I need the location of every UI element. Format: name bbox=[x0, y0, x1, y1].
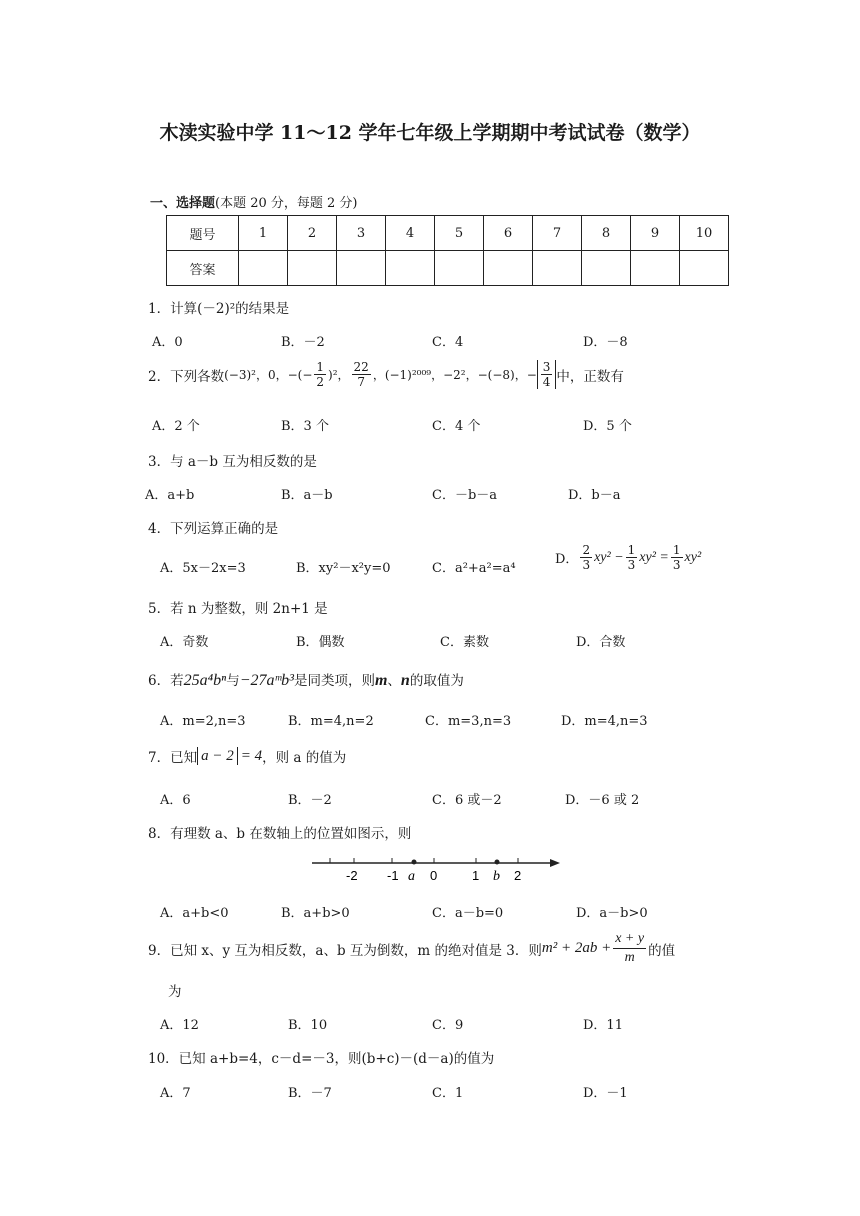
section-heading-note: (本题 20 分，每题 2 分) bbox=[215, 196, 358, 211]
table-cell-number: 7 bbox=[533, 216, 582, 251]
answer-cell[interactable] bbox=[288, 251, 337, 286]
q4-option-c: C．a²+a²=a⁴ bbox=[432, 561, 516, 576]
q6-sep: 、 bbox=[387, 673, 401, 689]
q10-option-a: A．7 bbox=[160, 1086, 191, 1101]
q9-suffix: 的值 bbox=[648, 942, 676, 959]
answer-cell[interactable] bbox=[435, 251, 484, 286]
q2-expr-2: )²， bbox=[328, 368, 350, 382]
question-10: 10．已知 a+b=4，c－d=－3，则(b+c)－(d－a)的值为 bbox=[148, 1051, 495, 1067]
q5-option-a: A．奇数 bbox=[160, 635, 209, 650]
q9-option-c: C．9 bbox=[432, 1018, 464, 1033]
answer-table-row-answers bbox=[167, 251, 729, 286]
q4-option-b: B．xy²－x²y=0 bbox=[296, 561, 391, 576]
q2-fraction-2-num: 22 bbox=[353, 360, 369, 374]
q6-var-n: n bbox=[400, 672, 410, 689]
q10-option-c: C．1 bbox=[432, 1086, 464, 1101]
q5-option-c: C．素数 bbox=[440, 635, 489, 650]
q2-fraction-2 bbox=[352, 360, 371, 389]
question-1: 1．计算(－2)²的结果是 bbox=[148, 301, 290, 317]
q6-monomial-2: −27aᵐb³ bbox=[239, 672, 294, 689]
q2-option-a: A．2 个 bbox=[152, 419, 200, 434]
q5-option-b: B．偶数 bbox=[296, 635, 345, 650]
q7-option-c: C．6 或－2 bbox=[432, 793, 502, 808]
answer-cell[interactable] bbox=[582, 251, 631, 286]
q2-fraction-1-den: 2 bbox=[316, 375, 325, 389]
q2-fraction-1 bbox=[314, 360, 326, 389]
q2-option-d: D．5 个 bbox=[583, 419, 632, 434]
number-line-label: 0 bbox=[430, 868, 438, 883]
q2-option-b: B．3 个 bbox=[281, 419, 329, 434]
answer-cell[interactable] bbox=[386, 251, 435, 286]
q6-option-a: A．m=2,n=3 bbox=[160, 714, 246, 729]
q10-option-b: B．－7 bbox=[288, 1086, 332, 1101]
q7-option-a: A．6 bbox=[160, 793, 191, 808]
table-cell-number: 4 bbox=[386, 216, 435, 251]
q2-fraction-3 bbox=[541, 360, 553, 389]
table-cell-number: 5 bbox=[435, 216, 484, 251]
q2-fraction-3-num: 3 bbox=[542, 360, 551, 374]
number-line-point-a bbox=[412, 860, 417, 865]
q8-option-c: C．a－b=0 bbox=[432, 906, 504, 921]
q2-expr-3: ，(−1)²⁰⁰⁹，−2²，−(−8)，− bbox=[372, 368, 537, 382]
answer-cell[interactable] bbox=[484, 251, 533, 286]
q6-monomial-1: 25a⁴bⁿ bbox=[183, 672, 227, 689]
number-line-label-b: b bbox=[493, 869, 500, 884]
number-line-label-a: a bbox=[408, 869, 415, 884]
table-cell-number: 10 bbox=[680, 216, 729, 251]
q8-option-b: B．a+b>0 bbox=[281, 906, 350, 921]
table-cell-number: 9 bbox=[631, 216, 680, 251]
q6-suffix: 是同类项，则 bbox=[293, 673, 375, 689]
q4-d-fraction-1 bbox=[580, 543, 592, 572]
number-line-label: 1 bbox=[472, 868, 480, 883]
q9-option-a: A．12 bbox=[160, 1018, 199, 1033]
q1-option-a: A．0 bbox=[152, 335, 183, 350]
number-line-point-b bbox=[495, 860, 500, 865]
question-7 bbox=[148, 746, 346, 766]
q3-option-d: D．b－a bbox=[568, 488, 621, 503]
question-9-continued: 为 bbox=[168, 984, 182, 1000]
answer-cell[interactable] bbox=[337, 251, 386, 286]
q3-option-b: B．a－b bbox=[281, 488, 333, 503]
table-cell-number: 1 bbox=[239, 216, 288, 251]
question-5: 5．若 n 为整数，则 2n+1 是 bbox=[148, 601, 328, 617]
q4-d-fraction-2-den: 3 bbox=[627, 558, 636, 572]
q2-suffix: 中，正数有 bbox=[556, 368, 624, 385]
number-line-arrow-icon bbox=[550, 859, 560, 867]
answer-table bbox=[166, 215, 729, 286]
answer-table-row-numbers bbox=[167, 216, 729, 251]
answer-cell[interactable] bbox=[631, 251, 680, 286]
q6-option-b: B．m=4,n=2 bbox=[288, 714, 374, 729]
answer-cell[interactable] bbox=[533, 251, 582, 286]
q7-suffix: ，则 a 的值为 bbox=[262, 750, 347, 766]
q4-d-term-3: xy² bbox=[684, 549, 702, 565]
q4-d-fraction-3 bbox=[671, 543, 683, 572]
question-8: 8．有理数 a、b 在数轴上的位置如图示，则 bbox=[148, 826, 412, 842]
q9-option-d: D．11 bbox=[583, 1018, 623, 1033]
q2-fraction-2-den: 7 bbox=[357, 375, 365, 389]
q6-option-c: C．m=3,n=3 bbox=[425, 714, 512, 729]
q6-option-d: D．m=4,n=3 bbox=[561, 714, 648, 729]
q9-fraction bbox=[613, 930, 646, 967]
q3-option-a: A．a+b bbox=[145, 488, 195, 503]
q4-option-a: A．5x－2x=3 bbox=[160, 561, 246, 576]
table-header-answer: 答案 bbox=[167, 251, 239, 286]
q5-option-d: D．合数 bbox=[576, 635, 626, 650]
q4-d-fraction-3-den: 3 bbox=[672, 558, 681, 572]
question-4: 4．下列运算正确的是 bbox=[148, 521, 279, 537]
q6-mid: 与 bbox=[226, 673, 240, 689]
number-line-label: -2 bbox=[346, 868, 358, 883]
q7-prefix: 7．已知 bbox=[148, 750, 198, 766]
table-cell-number: 2 bbox=[288, 216, 337, 251]
q9-expression: m² + 2ab + bbox=[541, 940, 612, 956]
q4-d-fraction-2 bbox=[626, 543, 638, 572]
table-header-question-number: 题号 bbox=[167, 216, 239, 251]
q4-option-d bbox=[555, 543, 701, 572]
q2-prefix: 2．下列各数 bbox=[148, 368, 225, 385]
q4-option-d-label: D． bbox=[555, 552, 579, 567]
q4-d-fraction-1-den: 3 bbox=[582, 558, 591, 572]
table-cell-number: 6 bbox=[484, 216, 533, 251]
q3-option-c: C．－b－a bbox=[432, 488, 498, 503]
section-heading bbox=[150, 192, 358, 211]
answer-cell[interactable] bbox=[680, 251, 729, 286]
q4-d-term-2: xy² = bbox=[639, 549, 669, 565]
q7-option-d: D．－6 或 2 bbox=[565, 793, 640, 808]
q1-option-d: D．－8 bbox=[583, 335, 628, 350]
q6-prefix: 6．若 bbox=[148, 673, 184, 689]
q6-var-m: m bbox=[374, 672, 388, 689]
q7-equals: = 4 bbox=[240, 747, 263, 764]
q8-option-d: D．a－b>0 bbox=[576, 906, 648, 921]
question-3: 3．与 a－b 互为相反数的是 bbox=[148, 454, 317, 470]
q7-option-b: B．－2 bbox=[288, 793, 332, 808]
q7-absolute-value: a − 2 bbox=[197, 747, 238, 765]
q6-suffix-2: 的取值为 bbox=[409, 673, 464, 689]
q1-option-b: B．－2 bbox=[281, 335, 325, 350]
table-cell-number: 3 bbox=[337, 216, 386, 251]
q2-fraction-3-den: 4 bbox=[542, 375, 551, 389]
number-line-figure bbox=[308, 850, 564, 886]
q4-d-term-1: xy² − bbox=[594, 549, 624, 565]
section-heading-label: 一、选择题 bbox=[150, 196, 216, 211]
question-9 bbox=[148, 930, 675, 967]
q2-expr-1: (−3)²，0，−(− bbox=[224, 368, 313, 382]
q9-fraction-den: m bbox=[624, 950, 635, 965]
q4-d-fraction-1-num: 2 bbox=[582, 543, 591, 557]
page-title: 木渎实验中学 11～12 学年七年级上学期期中考试试卷（数学） bbox=[159, 122, 701, 144]
q2-option-c: C．4 个 bbox=[432, 419, 481, 434]
number-line-label: 2 bbox=[514, 868, 522, 883]
q2-absolute-value bbox=[537, 360, 557, 389]
answer-cell[interactable] bbox=[239, 251, 288, 286]
q9-option-b: B．10 bbox=[288, 1018, 328, 1033]
table-cell-number: 8 bbox=[582, 216, 631, 251]
q9-text: 9．已知 x、y 互为相反数，a、b 互为倒数，m 的绝对值是 3．则 bbox=[148, 942, 542, 959]
question-6 bbox=[148, 669, 464, 690]
q8-option-a: A．a+b<0 bbox=[160, 906, 229, 921]
q2-fraction-1-num: 1 bbox=[316, 360, 325, 374]
q1-option-c: C．4 bbox=[432, 335, 464, 350]
question-2 bbox=[148, 360, 624, 389]
q9-fraction-num: x + y bbox=[613, 930, 646, 949]
q4-d-fraction-2-num: 1 bbox=[627, 543, 636, 557]
q4-d-fraction-3-num: 1 bbox=[672, 543, 681, 557]
number-line-label: -1 bbox=[387, 868, 399, 883]
q10-option-d: D．－1 bbox=[583, 1086, 628, 1101]
